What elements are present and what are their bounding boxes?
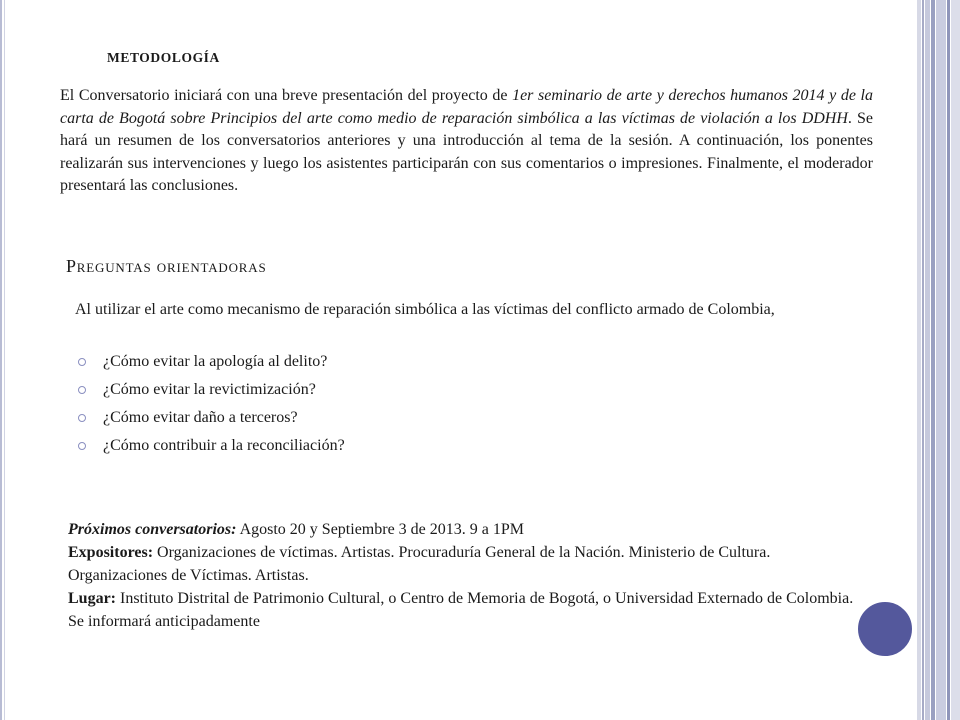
list-item [75, 348, 345, 376]
intro-text-2: y de la carta de Bogotá sobre [60, 87, 874, 127]
place-label: Lugar: [68, 590, 116, 607]
intro-text-3: . Se hará un resumen de los conversatorios anteriores y una introducción al tema de la sesión. A continuación, los ponentes realizarán sus intervenciones y luego los asistentes participarán con sus comentarios o impresiones. Finalmente, el moderador presentará las conclusiones. [60, 109, 874, 194]
questions-list [75, 348, 345, 460]
questions-lead: Al utilizar el arte como mecanismo de reparación simbólica a las víctimas del conflicto armado de Colombia, [75, 301, 775, 318]
questions-heading: Preguntas orientadoras [66, 256, 267, 276]
next-sessions-value: Agosto 20 y Septiembre 3 de 2013. 9 a 1PM [236, 521, 524, 538]
speakers-label: Expositores: [68, 544, 154, 561]
speakers-value: Organizaciones de víctimas. Artistas. Procuraduría General de la Nación. Ministerio de Cultura. Organizaciones de Víctimas. Artistas. [68, 544, 771, 584]
list-item [75, 432, 345, 460]
intro-text-1: El Conversatorio iniciará con una breve presentación del proyecto de [60, 87, 513, 104]
list-item [75, 376, 345, 404]
bullet-ring-icon [78, 386, 86, 394]
question-text: ¿Cómo contribuir a la reconciliación? [103, 437, 345, 454]
bullet-ring-icon [78, 442, 86, 450]
next-sessions-line [68, 518, 868, 541]
bullet-ring-icon [78, 414, 86, 422]
intro-paragraph [60, 85, 873, 198]
right-stripe [922, 0, 924, 720]
right-stripe [931, 0, 935, 720]
right-stripe [925, 0, 930, 720]
right-stripe [947, 0, 950, 720]
next-sessions-label: Próximos conversatorios: [68, 521, 237, 538]
left-edge-line [0, 0, 2, 720]
event-info [68, 518, 868, 633]
intro-emphasis-1: 1er seminario de arte y derechos humanos 2014 [512, 87, 825, 104]
question-text: ¿Cómo evitar daño a terceros? [103, 409, 298, 426]
left-edge-line-inner [4, 0, 5, 720]
place-value: Instituto Distrital de Patrimonio Cultural, o Centro de Memoria de Bogotá, o Universidad Externado de Colombia. Se informará anticipadamente [68, 590, 854, 630]
bullet-ring-icon [78, 358, 86, 366]
section-title: METODOLOGÍA [107, 50, 220, 65]
right-stripe [951, 0, 960, 720]
place-line [68, 587, 868, 633]
list-item [75, 404, 345, 432]
right-stripe [936, 0, 946, 720]
right-stripe [917, 0, 921, 720]
intro-emphasis-2: Principios del arte como medio de reparación simbólica a las víctimas de violación a los DDHH [210, 109, 848, 127]
question-text: ¿Cómo evitar la revictimización? [103, 381, 316, 398]
question-text: ¿Cómo evitar la apología al delito? [103, 353, 328, 370]
speakers-line [68, 541, 868, 587]
